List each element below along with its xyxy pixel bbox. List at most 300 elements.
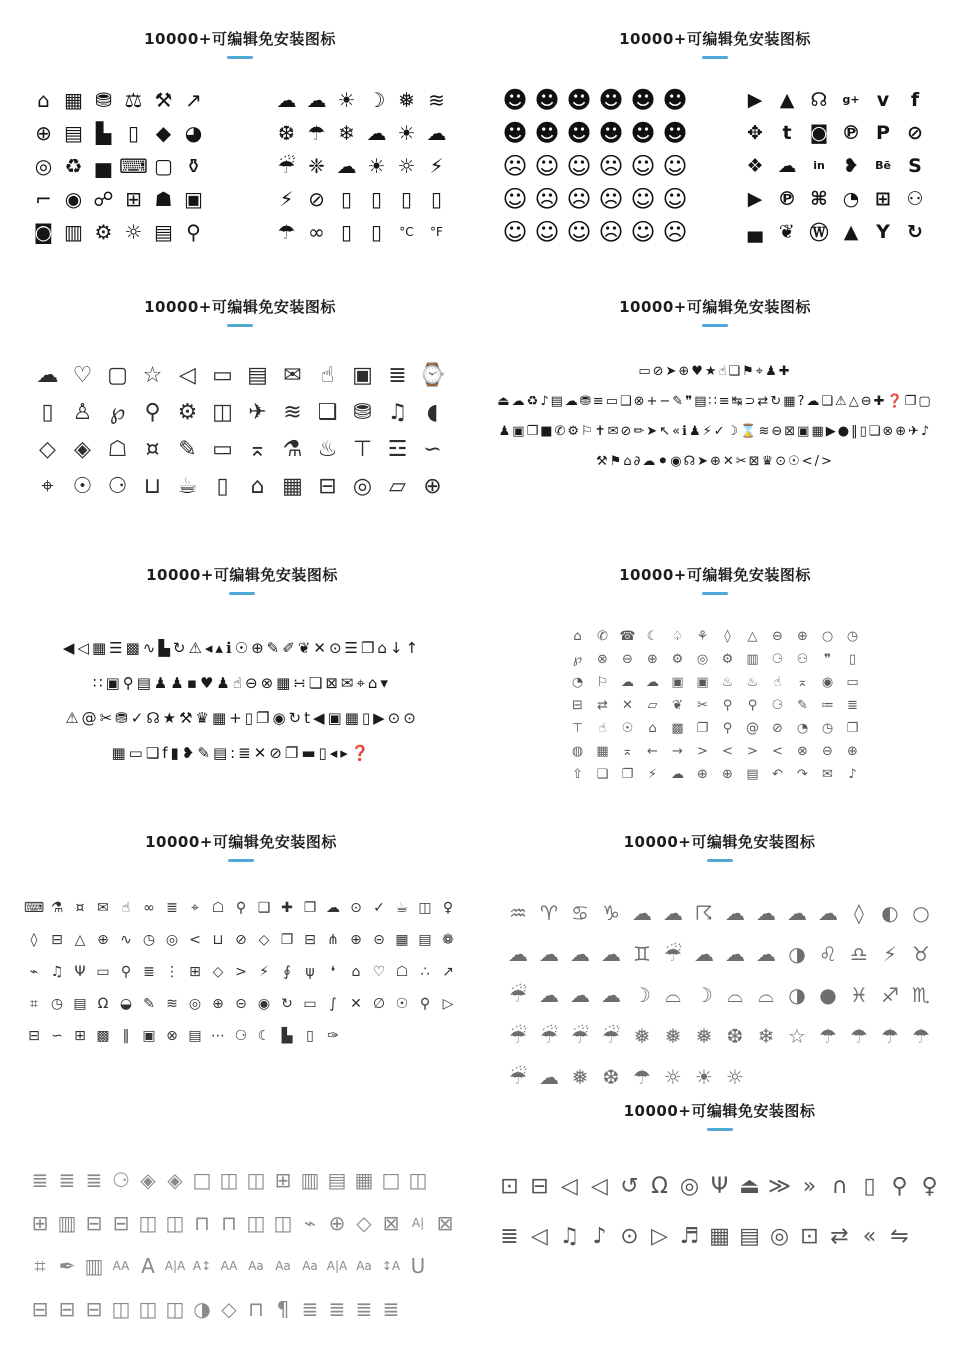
icon-glyph: ☲ [387,437,408,462]
icon-glyph: ❏ [596,767,609,782]
icon-glyph: ◁ [561,1173,578,1199]
icon-glyph: ▦ [709,1223,730,1249]
icon-glyph: ☽ [367,87,386,112]
icon-glyph: ▤ [327,1167,347,1192]
icon-glyph: ✎ [178,437,197,462]
icon-glyph: ⊕ [35,120,52,145]
icon-glyph: ♪ [592,1223,607,1249]
icon-glyph: ◎ [696,652,709,667]
icon-glyph: ☁ [646,675,659,690]
icon-glyph: ⊘ [907,121,923,144]
icon-glyph: ☹ [598,217,624,246]
icon-glyph: ≣ [847,698,858,713]
icon-glyph: ≣ [31,1167,49,1192]
icon-glyph: ☁ [756,900,776,925]
icon-grid-area [478,357,952,477]
icon-glyph: v [876,88,890,111]
icon-glyph: ⊝ [373,932,385,948]
icon-glyph: ☁ [306,87,327,112]
icon-glyph: ▦ [596,744,609,759]
icon-set-card-audio-media-line[interactable] [497,1100,942,1261]
icon-group-lifestyle-outline [30,357,450,505]
icon-glyph: ♒ [509,900,527,925]
icon-glyph: ⋯ [211,1028,225,1044]
icon-glyph: ☻ [566,118,592,147]
icon-glyph: ⚲ [235,900,247,916]
icon-glyph: ❅ [571,1064,589,1089]
icon-glyph: ⊖ [622,652,633,667]
icon-glyph: ◫ [273,1210,293,1235]
icon-glyph: ✎ [797,698,808,713]
icon-grid-area [497,892,942,1097]
icon-glyph: ⊕ [697,767,708,782]
icon-glyph: @ [746,721,759,736]
icon-grid-area [495,625,935,786]
icon-group-dense-glyphs-a [497,357,932,477]
icon-glyph: ⊤ [571,721,584,736]
icon-glyph: ⊟ [85,1210,103,1235]
icon-glyph: ☽ [695,982,713,1007]
icon-glyph: ⌗ [34,1253,46,1278]
icon-glyph: ⌂ [250,474,265,499]
title-underline [227,324,253,327]
icon-glyph: A|A [326,1258,348,1273]
glyph-row: ◀◁▦☰▩∿▙↻⚠◂▴ℹ☉⊕✎✐❦✕⊙☰❐⌂↓↑ [62,639,422,657]
icon-glyph: ☔ [602,1023,620,1048]
icon-glyph: ¤ [75,900,85,916]
icon-glyph: ⌨ [23,900,45,916]
icon-glyph: ⊗ [797,744,808,759]
title-underline [228,859,254,862]
icon-glyph: ☺ [630,184,656,213]
icon-glyph: ∅ [372,996,386,1012]
icon-glyph: ↗ [442,964,454,980]
icon-glyph: ⊘ [308,186,325,211]
icon-glyph: ⊘ [772,721,783,736]
icon-glyph: ☁ [663,900,683,925]
icon-glyph: ▭ [96,964,110,980]
icon-group-social-brands [739,83,931,248]
icon-glyph: ☺ [534,151,560,180]
icon-group-business-finance-solid [29,83,209,248]
icon-glyph: ☁ [694,941,714,966]
icon-glyph: ▦ [64,87,83,112]
icon-glyph: ⌁ [29,964,39,980]
icon-glyph: ▯ [41,400,54,425]
icon-glyph: ☺ [534,217,560,246]
icon-glyph: ✒ [58,1253,76,1278]
icon-glyph: ❄ [757,1023,775,1048]
icon-glyph: ⊕ [97,932,109,948]
icon-glyph: t [782,121,792,144]
icon-glyph: ⚙ [721,652,734,667]
icon-glyph: f [910,88,920,111]
icon-glyph: ☂ [277,219,296,244]
icon-glyph: ⊟ [112,1210,130,1235]
icon-glyph: ◎ [352,474,373,499]
icon-glyph: ⊠ [436,1210,454,1235]
icon-glyph: ☾ [646,629,659,644]
icon-glyph: ⇄ [830,1223,849,1249]
icon-glyph: ⚘ [696,629,709,644]
icon-glyph: ◷ [846,629,859,644]
title-underline [229,592,255,595]
icon-glyph: ✉ [822,767,833,782]
icon-glyph: ☽ [633,982,651,1007]
icon-glyph: ☁ [426,120,447,145]
icon-glyph: in [813,159,825,172]
icon-glyph: ⊞ [274,1167,292,1192]
icon-glyph: ✉ [283,363,302,388]
icon-glyph: < [189,932,201,948]
icon-glyph: ↷ [797,767,808,782]
icon-set-card-dense-glyphs-a[interactable] [478,296,952,477]
icon-grid-area [497,1161,942,1261]
icon-glyph: ☂ [881,1023,899,1048]
icon-glyph: ⌅ [797,675,808,690]
icon-glyph: ◕ [184,120,203,145]
icon-glyph: ▯ [400,186,412,211]
icon-glyph: ▣ [352,363,373,388]
icon-glyph: ⌚ [418,363,447,388]
icon-glyph: A|A [164,1258,186,1273]
icon-glyph: ≣ [143,964,155,980]
icon-glyph: ✆ [597,629,608,644]
icon-glyph: ⊔ [143,474,162,499]
icon-glyph: ▅ [95,153,112,178]
icon-glyph: ⚲ [891,1173,908,1199]
icon-glyph: ☹ [662,217,688,246]
icon-glyph: ∞ [308,219,325,244]
icon-glyph: > [235,964,247,980]
icon-glyph: ☀ [695,1064,713,1089]
icon-glyph: ♫ [387,400,408,425]
icon-glyph: ☻ [630,118,656,147]
icon-glyph: ○ [912,900,930,925]
icon-glyph: ▯ [127,120,139,145]
icon-glyph: ⊕ [647,652,658,667]
icon-glyph: ✓ [373,900,385,916]
icon-glyph: ♫ [559,1223,580,1249]
icon-glyph: ☼ [397,153,416,178]
icon-glyph: ⋔ [327,932,339,948]
icon-glyph: ☖ [107,437,128,462]
icon-glyph: ▯ [848,652,857,667]
icon-set-card-thin-line-mini[interactable] [495,564,935,786]
set-title: 10000+可编辑免安装图标 [623,1102,816,1120]
icon-glyph: ∽ [423,437,442,462]
icon-glyph: ❅ [664,1023,682,1048]
title-underline [707,1128,733,1131]
icon-glyph: ▲ [843,220,859,243]
icon-glyph: ⚆ [771,698,784,713]
icon-glyph: ⊟ [530,1173,549,1199]
icon-glyph: ⊞ [31,1210,49,1235]
icon-glyph: ✕ [350,996,362,1012]
icon-glyph: ◍ [571,744,584,759]
icon-glyph: ☻ [502,118,528,147]
icon-glyph: ⌓ [758,982,774,1007]
icon-glyph: ◫ [165,1210,185,1235]
icon-glyph: ⛃ [95,87,112,112]
icon-glyph: ♏ [912,982,930,1007]
icon-glyph: ▣ [671,675,684,690]
icon-glyph: ❆ [602,1064,620,1089]
icon-glyph: ☖ [395,964,409,980]
icon-glyph: ☀ [397,120,416,145]
icon-glyph: ⌖ [41,474,54,499]
icon-glyph: ◇ [212,964,224,980]
icon-glyph: ☔ [509,1064,527,1089]
icon-glyph: → [672,744,683,759]
icon-glyph: ☹ [598,184,624,213]
icon-glyph: ▯ [340,219,352,244]
icon-glyph: ▭ [303,996,317,1012]
icon-glyph: ⊕ [212,996,224,1012]
icon-glyph: ❖ [746,154,764,177]
icon-group-weather-zodiac-thin [503,892,937,1097]
icon-glyph: ⌖ [191,900,199,916]
icon-glyph: ☻ [662,85,688,114]
icon-glyph: ⊖ [772,629,783,644]
set-title: 10000+可编辑免安装图标 [619,566,811,584]
icon-glyph: ⌅ [248,437,267,462]
icon-glyph: ❛ [330,964,336,980]
glyph-row: ♟▣❐■✆⚙⚐✝✉⊘✏➤↖«ℹ♟⚡✓☽⌛≋⊖⊠▣▦▶●‖▯❏⊗⊕✈♪ [498,424,932,439]
icon-glyph: ▣ [142,1028,156,1044]
icon-glyph: ⋮ [165,964,179,980]
icon-glyph: ⊞ [125,186,142,211]
icon-glyph: ∮ [283,964,291,980]
icon-glyph: ❥ [843,154,859,177]
icon-glyph: ☁ [366,120,387,145]
icon-glyph: ↺ [620,1173,639,1199]
icon-glyph: ▦ [395,932,409,948]
icon-glyph: ❄ [338,120,355,145]
icon-glyph: ▯ [370,186,382,211]
icon-glyph: ☻ [534,85,560,114]
icon-glyph: ☍ [93,186,114,211]
icon-glyph: ♨ [721,675,734,690]
icon-glyph: ❆ [278,120,295,145]
icon-glyph: ☹ [566,184,592,213]
icon-glyph: Aa [248,1258,264,1273]
icon-glyph: ⚆ [107,474,128,499]
icon-glyph: ▤ [154,219,173,244]
glyph-row: ∷▣⚲▤♟♟▪♥♟☝⊖⊗▦∺❏⊠✉⌖⌂▾ [93,674,391,692]
icon-glyph: ☔ [509,982,527,1007]
icon-glyph: ⌂ [351,964,361,980]
icon-glyph: ◫ [246,1167,266,1192]
icon-glyph: ☉ [621,721,634,736]
icon-glyph: ◎ [769,1223,790,1249]
icon-set-card-weather-zodiac-thin[interactable] [497,831,942,1097]
icon-glyph: ⚆ [771,652,784,667]
icon-glyph: ⚲ [186,219,201,244]
icon-set-card-lifestyle-outline[interactable] [25,296,455,505]
icon-glyph: < [772,744,783,759]
icon-glyph: Aa [275,1258,291,1273]
icon-group-emoji-faces [499,83,691,248]
icon-glyph: ⇄ [597,698,608,713]
icon-set-card-text-layout-editor[interactable] [25,1158,460,1330]
icon-glyph: ◙ [809,121,829,144]
icon-glyph: ⌂ [573,629,582,644]
icon-glyph: ⚲ [747,698,758,713]
icon-glyph: ☻ [630,85,656,114]
icon-glyph: ▯ [306,1028,314,1044]
icon-glyph: ☈ [695,900,713,925]
icon-glyph: ▤ [418,932,432,948]
icon-glyph: ◎ [34,153,53,178]
icon-glyph: ≣ [500,1223,519,1249]
icon-glyph: ☖ [211,900,225,916]
icon-glyph: ◎ [188,996,202,1012]
icon-glyph: ☺ [662,151,688,180]
icon-glyph: ▄ [747,220,763,243]
icon-glyph: ⊟ [58,1296,76,1321]
icon-glyph: ☼ [124,219,143,244]
icon-glyph: ⚗ [50,900,64,916]
icon-grid-area [25,1158,460,1330]
icon-glyph: ☁ [756,941,776,966]
icon-glyph: ♐ [881,982,899,1007]
icon-glyph: ⚡ [259,964,269,980]
icon-glyph: ⚱ [185,153,202,178]
icon-set-card-line-icons-medium[interactable] [20,831,462,1052]
icon-glyph: ▣ [184,186,203,211]
icon-group-line-icons-medium [23,892,460,1052]
icon-glyph: ✈ [248,400,267,425]
icon-glyph: ◆ [155,120,172,145]
icon-grid-area [20,892,462,1052]
icon-glyph: ⊕ [847,744,858,759]
icon-glyph: ◎ [165,932,179,948]
icon-glyph: ☻ [502,85,528,114]
icon-set-card-dense-glyphs-b[interactable] [18,564,466,771]
icon-glyph: ◈ [140,1167,156,1192]
icon-glyph: ☉ [72,474,93,499]
title-underline [227,56,253,59]
icon-glyph: ≣ [355,1296,373,1321]
icon-glyph: ◑ [193,1296,211,1321]
icon-glyph: ☁ [36,363,59,388]
icon-glyph: ☁ [725,941,745,966]
icon-glyph: ☝ [773,675,782,690]
icon-glyph: ◐ [881,900,899,925]
icon-glyph: ◖ [426,400,439,425]
icon-glyph: ⚒ [154,87,173,112]
icon-glyph: ☂ [912,1023,930,1048]
icon-glyph: ◇ [39,437,56,462]
icon-glyph: ⚲ [144,400,161,425]
icon-glyph: ☁ [326,900,340,916]
icon-glyph: ♡ [72,363,93,388]
icon-glyph: ⊞ [74,1028,86,1044]
icon-glyph: ▭ [846,675,859,690]
icon-glyph: ♊ [633,941,651,966]
icon-glyph: ♙ [72,400,93,425]
icon-glyph: ¶ [276,1296,290,1321]
icon-glyph: ⊞ [875,187,891,210]
icon-glyph: ❅ [633,1023,651,1048]
icon-glyph: ❆ [726,1023,744,1048]
icon-glyph: ☁ [601,941,621,966]
icon-glyph: ◊ [724,629,731,644]
icon-glyph: ⊓ [194,1210,210,1235]
icon-glyph: ≣ [328,1296,346,1321]
icon-glyph: ☂ [633,1064,651,1089]
icon-glyph: ◔ [571,675,584,690]
glyph-row: ⚠@✂⛃✓☊★⚒♛▦+▯❐◉↻t◀▣▦▯▶⊙⊙ [65,709,419,727]
icon-glyph: ⊓ [248,1296,264,1321]
icon-glyph: ⊓ [221,1210,237,1235]
icon-glyph: ▷ [651,1223,668,1249]
icon-glyph: ♉ [912,941,930,966]
icon-glyph: ◒ [119,996,133,1012]
icon-glyph: » [802,1173,817,1199]
icon-glyph: ♨ [746,675,759,690]
icon-glyph: ⊡ [500,1173,519,1199]
icon-glyph: ▭ [212,363,233,388]
title-underline [702,56,728,59]
icon-glyph: ⊞ [189,964,201,980]
icon-glyph: ⌗ [30,996,38,1012]
icon-glyph: ⊝ [235,996,247,1012]
icon-glyph: ☀ [367,153,386,178]
icon-glyph: ☁ [570,941,590,966]
icon-glyph: ⊕ [328,1210,346,1235]
icon-glyph: ◇ [258,932,270,948]
icon-glyph: ▱ [389,474,406,499]
icon-set-card-emoji-faces[interactable] [495,28,935,248]
icon-glyph: ∩ [831,1173,848,1199]
icon-glyph: ☺ [566,151,592,180]
icon-glyph: AA [112,1258,130,1273]
icon-glyph: ☁ [539,982,559,1007]
icon-glyph: ⊕ [423,474,442,499]
icon-glyph: ◷ [142,932,156,948]
icon-glyph: ☉ [395,996,409,1012]
icon-group-text-layout-editor [27,1158,459,1330]
icon-glyph: ✕ [622,698,633,713]
icon-glyph: ▩ [671,721,684,736]
icon-glyph: ◇ [221,1296,237,1321]
icon-glyph: ▣ [696,675,709,690]
icon-glyph: ⌓ [665,982,681,1007]
icon-set-card-business-finance-solid[interactable] [25,28,455,248]
icon-glyph: ‖ [122,1028,130,1044]
icon-glyph: Ψ [74,964,86,980]
icon-glyph: ◇ [356,1210,372,1235]
icon-glyph: ⊕ [722,767,733,782]
icon-glyph: □ [192,1167,212,1192]
icon-glyph: ❐ [621,767,634,782]
icon-glyph: ☻ [662,118,688,147]
icon-glyph: ⚇ [906,187,924,210]
icon-glyph: ⊤ [352,437,373,462]
icon-glyph: ☂ [307,120,326,145]
icon-glyph: ▥ [84,1253,104,1278]
icon-glyph: ☹ [502,151,528,180]
icon-glyph: ▙ [281,1028,293,1044]
icon-glyph: ≋ [428,87,445,112]
icon-glyph: ◫ [165,1296,185,1321]
icon-glyph: ☝ [320,363,335,388]
icon-glyph: ● [819,982,837,1007]
set-title: 10000+可编辑免安装图标 [619,30,811,48]
icon-glyph: ▥ [746,652,759,667]
